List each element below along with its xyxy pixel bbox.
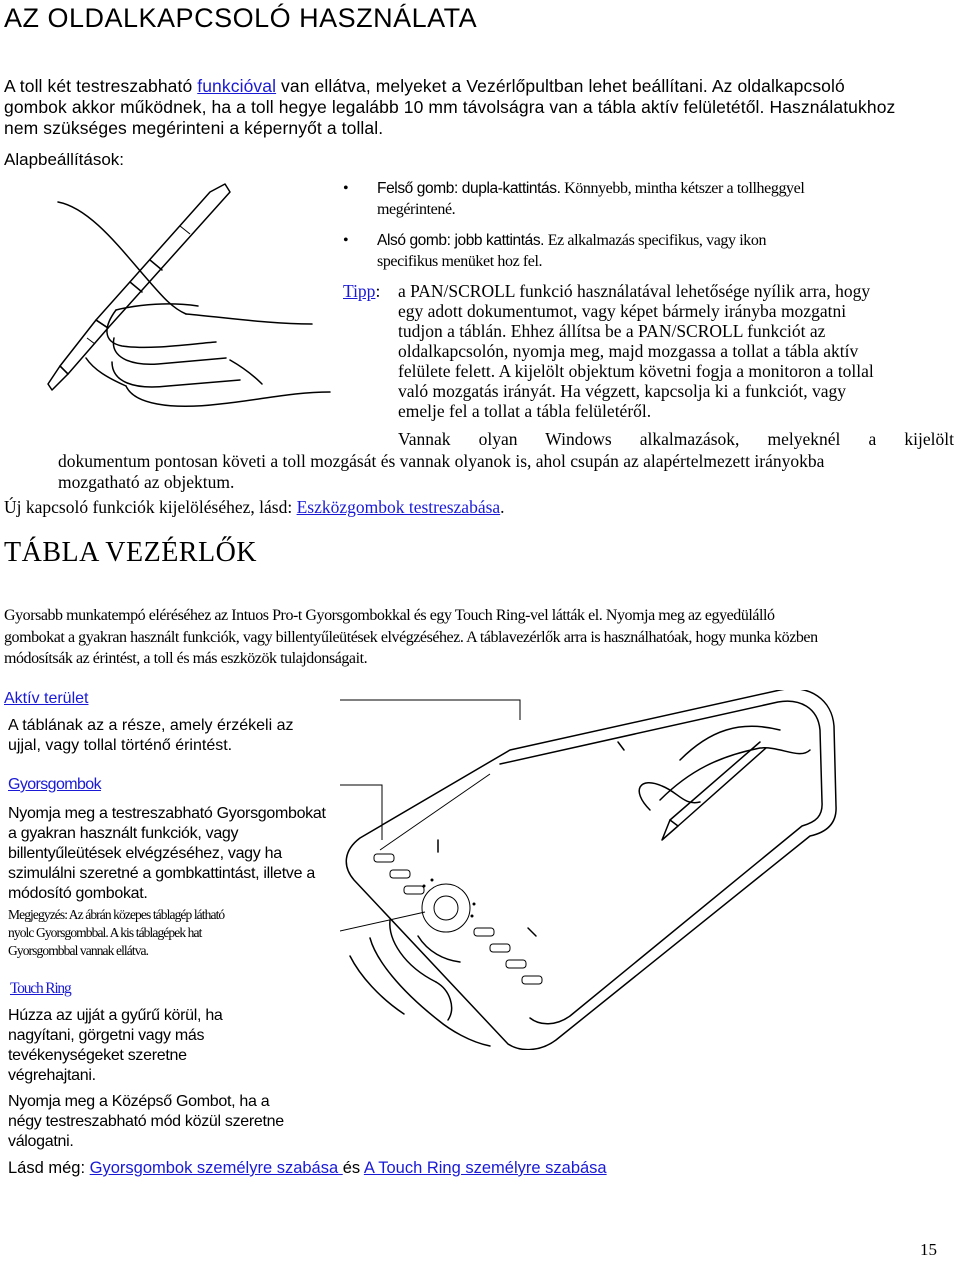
section-title-side-switch: AZ OLDALKAPCSOLÓ HASZNÁLATA <box>4 3 478 33</box>
tip-label-row <box>343 281 380 302</box>
bullet-lower-lead: Alsó gomb: jobb kattintás. <box>377 232 545 249</box>
tip-link[interactable]: Tipp <box>343 281 376 301</box>
section-title-tablet-controls: TÁBLA VEZÉRLŐK <box>4 537 258 568</box>
paragraph-line: módosítsák az érintést, a toll és más eszközök tulajdonságait. <box>4 650 368 667</box>
callout-line: billentyűleütések elvégzéséhez, vagy ha <box>8 845 282 862</box>
see-also-line <box>8 1159 607 1178</box>
intro-paragraph <box>4 76 960 139</box>
center-button-description <box>8 1092 284 1152</box>
callout-line: szimulálni szeretné a gombkattintást, illetve a <box>8 865 315 882</box>
callout-line: A táblának az a része, amely érzékeli az <box>8 717 294 734</box>
intro-text-start: A toll két testreszabható <box>4 76 198 96</box>
pen-in-hand-illustration <box>30 178 335 423</box>
new-functions-line <box>4 497 505 518</box>
tablet-illustration <box>340 690 840 1050</box>
windows-paragraph-line1: Vannak olyan Windows alkalmazások, melyeknél a kijelölt <box>398 429 954 449</box>
new-functions-text: Új kapcsoló funkciók kijelöléséhez, lásd: <box>4 497 297 517</box>
intro-text-line2: gombok akkor működnek, ha a toll hegye legalább 10 mm távolságra van a tábla aktív felületétől. Használatukhoz <box>4 97 896 117</box>
active-area-link[interactable]: Aktív terület <box>4 690 89 707</box>
tip-line: egy adott dokumentumot, vagy képet bármely irányba mozgatni <box>398 301 847 321</box>
touch-ring-description <box>8 1006 223 1086</box>
tip-line: emelje fel a tollat a tábla felületéről. <box>398 401 652 421</box>
bullet-upper-lead: Felső gomb: dupla-kattintás. <box>377 180 561 197</box>
bullet-upper-rest: Könnyebb, mintha kétszer a tollheggyel <box>560 180 805 197</box>
express-keys-description <box>8 804 326 904</box>
bullet-lower-line2: specifikus menüket hoz fel. <box>377 253 543 270</box>
tip-line: való mozgatás irányát. Ha végzett, kapcsolja ki a funkciót, vagy <box>398 381 847 401</box>
callout-line: válogatni. <box>8 1133 74 1150</box>
note-line: nyolc Gyorsgombbal. A kis táblagépek hat <box>8 925 202 940</box>
note-line: Gyorsgombbal vannak ellátva. <box>8 943 149 958</box>
bullet-marker: • <box>343 232 349 249</box>
new-functions-period: . <box>500 497 505 517</box>
tablet-controls-paragraph <box>4 605 818 670</box>
defaults-label: Alapbeállítások: <box>4 150 125 169</box>
intro-text-line1-end: van ellátva, melyeket a Vezérlőpultban lehet beállítani. Az oldalkapcsoló <box>276 76 845 96</box>
touch-ring-link[interactable]: Touch Ring <box>10 980 71 997</box>
paragraph-line: gombokat a gyakran használt funkciók, vagy billentyűleütések elvégzéséhez. A táblavezérlők arra is használhatóak, hogy munka közben <box>4 628 818 646</box>
express-keys-customize-link[interactable]: Gyorsgombok személyre szabása <box>89 1159 343 1177</box>
tip-line: oldalkapcsolón, nyomja meg, majd mozgassa a tollat a tábla aktív <box>398 341 859 361</box>
express-keys-link[interactable]: Gyorsgombok <box>8 776 101 793</box>
windows-paragraph-line2: dokumentum pontosan követi a toll mozgását és vannak olyanok is, ahol csupán az alapértelmezett irányokba <box>58 451 825 471</box>
tool-buttons-customize-link[interactable]: Eszközgombok testreszabása <box>296 497 501 517</box>
callout-line: nagyítani, görgetni vagy más <box>8 1027 205 1044</box>
note-line: Megjegyzés: Az ábrán közepes táblagép látható <box>8 907 225 922</box>
bullet-upper-button <box>377 178 937 220</box>
windows-paragraph-line3: mozgatható az objektum. <box>58 472 235 492</box>
callout-line: tevékenységeket szeretne <box>8 1047 187 1064</box>
callout-line: négy testreszabható mód közül szeretne <box>8 1113 284 1130</box>
note-text <box>8 906 224 960</box>
page-number: 15 <box>920 1240 937 1259</box>
callout-line: végrehajtani. <box>8 1067 96 1084</box>
callout-line: a gyakran használt funkciók, vagy <box>8 825 239 842</box>
tip-line: felülete felett. A kijelölt objektum követni fogja a monitoron a tollal <box>398 361 874 381</box>
touch-ring-customize-link[interactable]: A Touch Ring személyre szabása <box>363 1159 607 1177</box>
callout-line: Nyomja meg a testreszabható Gyorsgombokat <box>8 805 326 822</box>
tip-line: tudjon a táblán. Ehhez állítsa be a PAN/SCROLL funkciót az <box>398 321 826 341</box>
callout-line: módosító gombokat. <box>8 885 148 902</box>
active-area-description <box>8 716 293 756</box>
paragraph-line: Gyorsabb munkatempó eléréséhez az Intuos Pro-t Gyorsgombokkal és egy Touch Ring-vel látták el. Nyomja meg az egyedülálló <box>4 607 775 624</box>
function-link[interactable]: funkcióval <box>197 76 277 96</box>
bullet-upper-line2: megérintené. <box>377 201 456 218</box>
see-also-label: Lásd még: <box>8 1159 90 1177</box>
tip-paragraph <box>398 281 958 421</box>
tip-colon: : <box>375 281 381 301</box>
bullet-lower-button <box>377 230 937 272</box>
callout-line: ujjal, vagy tollal történő érintést. <box>8 737 233 754</box>
callout-line: Nyomja meg a Középső Gombot, ha a <box>8 1093 270 1110</box>
tip-line: a PAN/SCROLL funkció használatával lehetősége nyílik arra, hogy <box>398 281 871 301</box>
bullet-marker: • <box>343 180 349 197</box>
bullet-lower-rest: Ez alkalmazás specifikus, vagy ikon <box>544 232 767 249</box>
callout-line: Húzza az ujját a gyűrű körül, ha <box>8 1007 223 1024</box>
see-also-and: és <box>342 1159 364 1177</box>
intro-text-line3: nem szükséges megérinteni a képernyőt a tollal. <box>4 118 384 138</box>
